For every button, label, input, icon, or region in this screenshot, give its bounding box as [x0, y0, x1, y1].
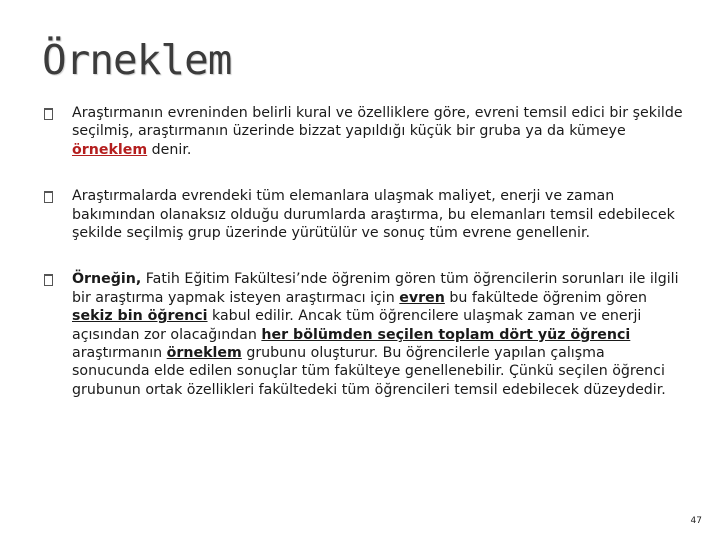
bullet-item — [44, 270, 684, 399]
square-bullet-icon — [44, 191, 53, 203]
example-lead: Örneğin, — [72, 271, 142, 288]
bullet-text: denir. — [147, 141, 192, 158]
bullet-item — [44, 104, 684, 159]
square-bullet-icon — [44, 108, 53, 120]
slide-title: Örneklem — [42, 36, 232, 84]
highlight-term: her bölümden seçilen toplam dört yüz öğrenci — [261, 326, 631, 343]
bullet-list — [44, 104, 684, 399]
highlight-term: örneklem — [72, 141, 148, 158]
bullet-text: grubunu oluşturur. Bu öğrencilerle yapılan çalışma sonucunda elde edilen sonuçlar tüm fakülteye genellenebilir. Çünkü seçilen öğrenci grubunun ortak özellikleri fakültedeki tüm öğrencileri temsil edebilecek düzeydedir. — [72, 345, 666, 398]
bullet-text: Fatih Eğitim Fakültesi’nde öğrenim gören tüm öğrencilerin sorunları ile ilgili bir araştırma yapmak isteyen araştırmacı için — [72, 271, 679, 306]
bullet-text: araştırmanın — [72, 345, 167, 362]
bullet-text: bu fakültede öğrenim gören — [444, 289, 647, 306]
bullet-item — [44, 187, 684, 242]
highlight-term: sekiz bin öğrenci — [72, 308, 208, 325]
square-bullet-icon — [44, 274, 53, 286]
bullet-text: kabul edilir. Ancak tüm öğrencilere ulaşmak zaman ve enerji açısından zor olacağından — [72, 308, 642, 343]
page-number: 47 — [690, 516, 702, 526]
bullet-text: Araştırmalarda evrendeki tüm elemanlara ulaşmak maliyet, enerji ve zaman bakımından olanaksız olduğu durumlarda araştırma, bu elemanları temsil edebilecek şekilde seçilmiş grup üzerinde yürütülür ve sonuç tüm evrene genellenir. — [72, 188, 675, 242]
highlight-term: örneklem — [166, 345, 242, 362]
bullet-text: Araştırmanın evreninden belirli kural ve özelliklere göre, evreni temsil edici bir şekilde seçilmiş, araştırmanın üzerinde bizzat yapıldığı küçük bir gruba ya da kümeye — [72, 105, 683, 140]
highlight-term: evren — [399, 289, 445, 306]
